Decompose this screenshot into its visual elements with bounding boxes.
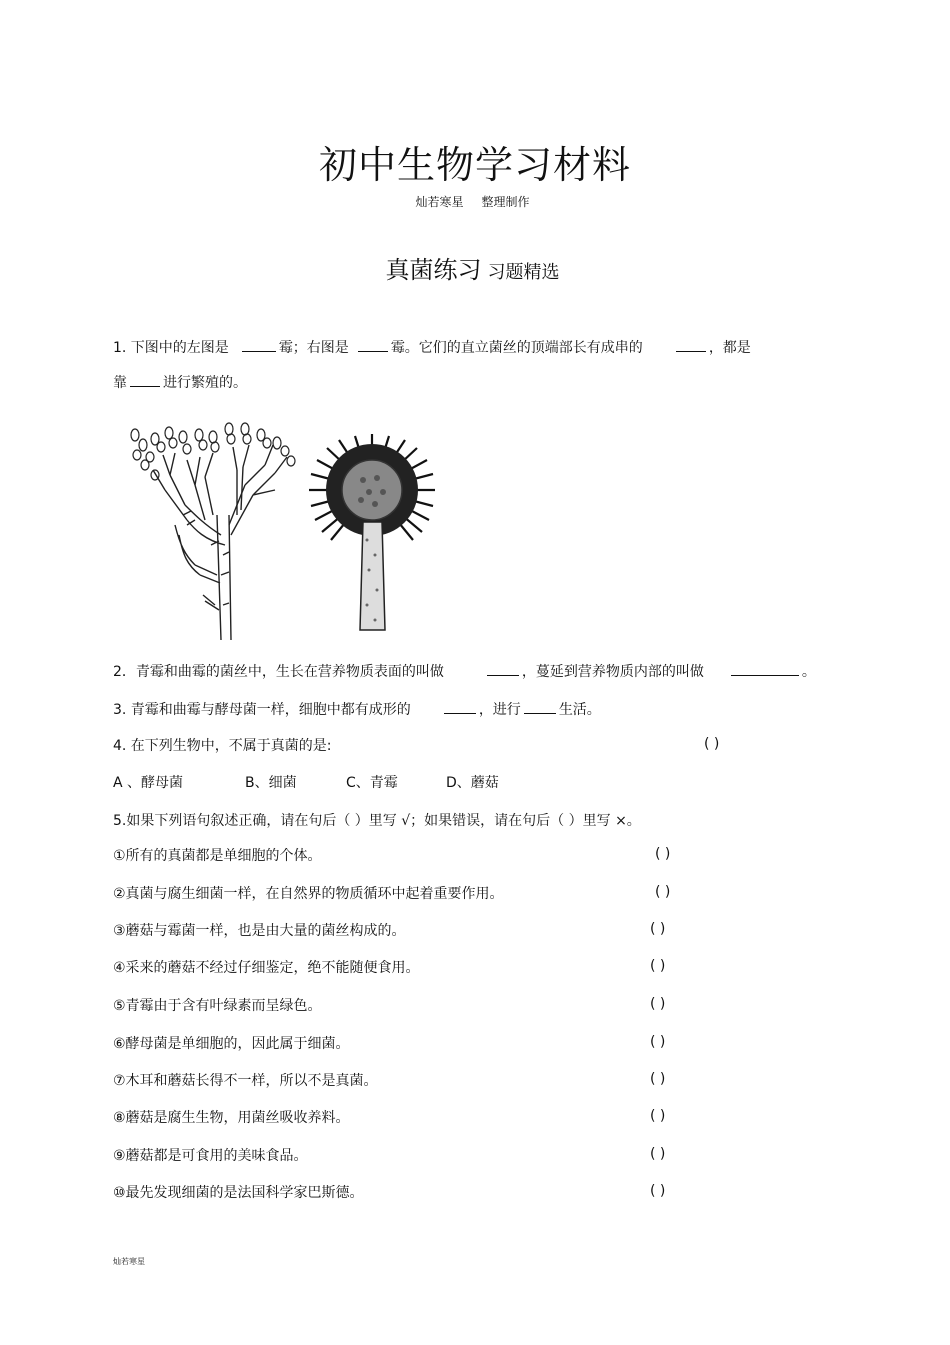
question-4-options [113,773,499,793]
q5-item-3: ③蘑菇与霉菌一样，也是由大量的菌丝构成的。 [113,923,406,939]
q5-item-8: ⑧蘑菇是腐生生物，用菌丝吸收养料。 [113,1110,350,1126]
q5-item-9: ⑨蘑菇都是可食用的美味食品。 [113,1148,308,1164]
q5-item-2-paren[interactable]: ( ) [655,884,671,900]
q4-option-a[interactable]: A 、酵母菌 [113,775,184,791]
q5-item-8-paren[interactable]: ( ) [650,1108,666,1124]
question-1-line-2 [113,372,247,393]
q1-text-4: ，都是 [708,340,751,356]
footer-text: 灿若寒星 [113,1257,145,1266]
q5-item-10-paren[interactable]: ( ) [650,1183,666,1199]
q2-text-1: 2．青霉和曲霉的菌丝中，生长在营养物质表面的叫做 [113,664,444,680]
q5-item-1: ①所有的真菌都是单细胞的个体。 [113,848,322,864]
q1-blank-1[interactable] [242,337,276,352]
q1-blank-4[interactable] [130,372,160,387]
section-title-sub: 习题精选 [487,262,560,283]
q5-item-3-paren[interactable]: ( ) [650,921,666,937]
q5-item-5: ⑤青霉由于含有叶绿素而呈绿色。 [113,998,322,1014]
aspergillus-icon [305,430,440,635]
q2-text-3: 。 [801,664,816,680]
q2-blank-2[interactable] [731,661,799,676]
page-subtitle [0,193,945,210]
q3-blank-1[interactable] [444,699,476,714]
q3-text-2: ，进行 [478,702,521,718]
q1-text-1: 1. 下图中的左图是 [113,340,229,356]
q5-item-6: ⑥酵母菌是单细胞的，因此属于细菌。 [113,1036,350,1052]
question-4: 4. 在下列生物中，不属于真菌的是: [113,738,332,754]
q2-text-2: ，蔓延到营养物质内部的叫做 [521,664,704,680]
question-5-intro: 5.如果下列语句叙述正确，请在句后（ ）里写 √；如果错误，请在句后（ ）里写 ×。 [113,813,641,829]
q3-text-1: 3. 青霉和曲霉与酵母菌一样，细胞中都有成形的 [113,702,411,718]
q3-text-3: 生活。 [558,702,601,718]
q5-item-5-paren[interactable]: ( ) [650,996,666,1012]
q5-item-2: ②真菌与腐生细菌一样，在自然界的物质循环中起着重要作用。 [113,886,504,902]
q5-item-10: ⑩最先发现细菌的是法国科学家巴斯德。 [113,1185,364,1201]
q4-option-b[interactable]: B、细菌 [245,775,297,791]
q5-item-1-paren[interactable]: ( ) [655,846,671,862]
q1-blank-3[interactable] [676,337,706,352]
penicillium-icon [125,415,300,645]
section-title-main: 真菌练习 [385,256,482,284]
q4-option-c[interactable]: C、青霉 [346,775,398,791]
q1-text-6: 进行繁殖的。 [163,375,247,391]
q5-item-4-paren[interactable]: ( ) [650,958,666,974]
q5-item-6-paren[interactable]: ( ) [650,1034,666,1050]
q1-blank-2[interactable] [358,337,388,352]
q3-blank-2[interactable] [524,699,556,714]
credit-text: 整理制作 [481,195,530,209]
q4-answer-paren[interactable]: ( ) [704,736,720,752]
q2-blank-1[interactable] [487,661,519,676]
q1-text-2: 霉；右图是 [278,340,349,356]
q4-option-d[interactable]: D、蘑菇 [446,775,499,791]
q5-item-7-paren[interactable]: ( ) [650,1071,666,1087]
q1-text-5: 靠 [113,375,127,391]
q1-text-3: 霉。它们的直立菌丝的顶端部长有成串的 [390,340,643,356]
page-title: 初中生物学习材料 [318,143,631,187]
question-2 [113,661,816,682]
author-name: 灿若寒星 [415,195,464,209]
question-3 [113,699,601,720]
q5-item-4: ④采来的蘑菇不经过仔细鉴定，绝不能随便食用。 [113,960,420,976]
q5-item-9-paren[interactable]: ( ) [650,1146,666,1162]
section-title [0,250,945,285]
q5-item-7: ⑦木耳和蘑菇长得不一样，所以不是真菌。 [113,1073,378,1089]
question-1-line-1 [113,337,751,358]
